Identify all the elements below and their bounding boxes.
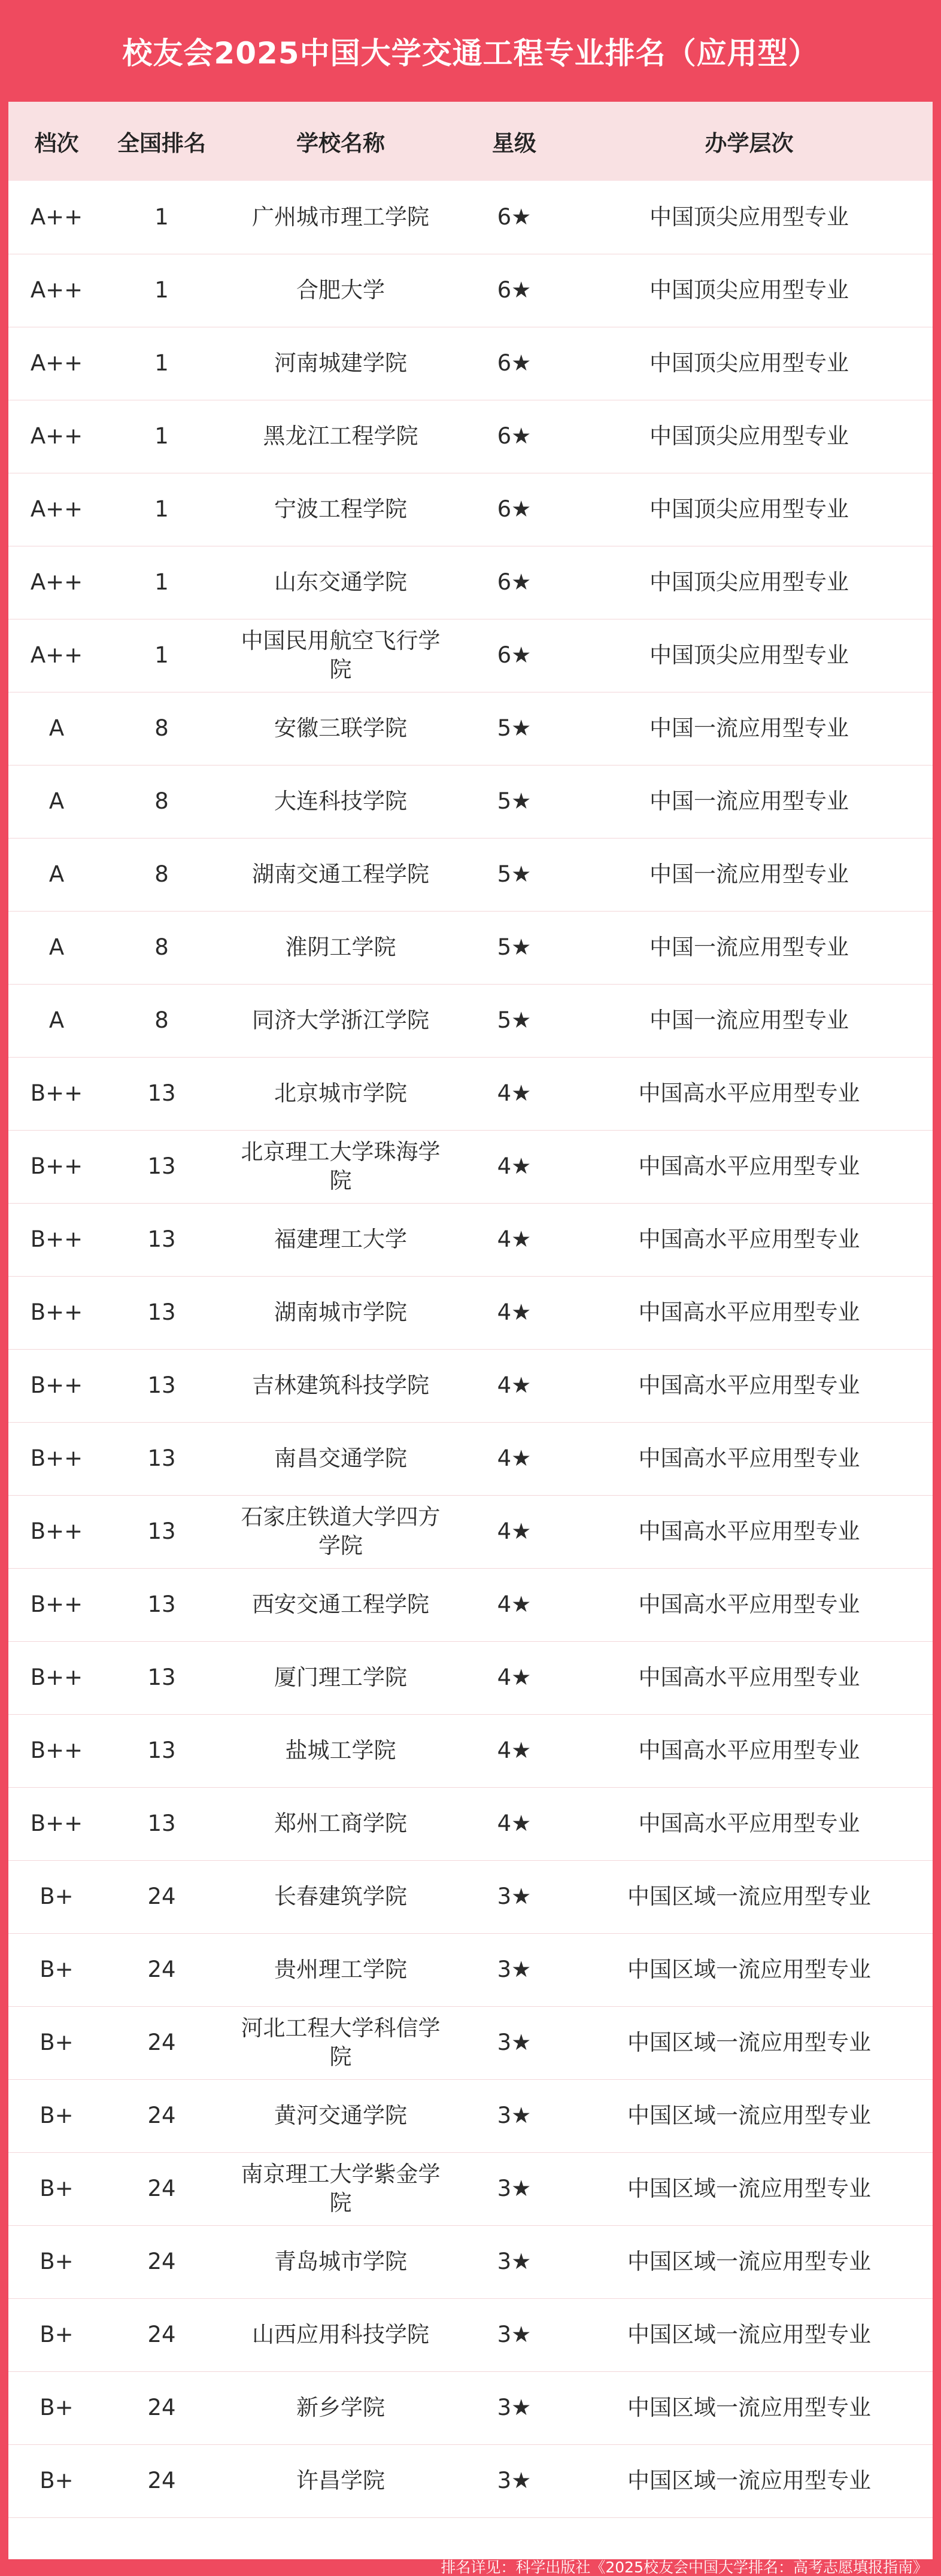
table-row	[8, 1568, 933, 1641]
tier-cell: A	[8, 765, 105, 838]
level-cell: 中国顶尖应用型专业	[566, 400, 933, 473]
rank-cell: 13	[105, 1422, 218, 1495]
tier-cell: B++	[8, 1495, 105, 1568]
table-row	[8, 400, 933, 473]
header-star-rating: 星级	[492, 130, 536, 156]
rank-cell: 1	[105, 327, 218, 400]
school-name-cell: 大连科技学院	[218, 765, 463, 838]
level-cell: 中国高水平应用型专业	[566, 1787, 933, 1860]
school-name-cell: 山西应用科技学院	[218, 2298, 463, 2371]
star-cell: 3★	[463, 2225, 566, 2298]
tier-cell: B+	[8, 2371, 105, 2444]
header-tier: 档次	[34, 130, 79, 156]
table-body	[8, 181, 933, 2517]
tier-cell: B++	[8, 1057, 105, 1130]
level-cell: 中国一流应用型专业	[566, 765, 933, 838]
tier-cell: B++	[8, 1203, 105, 1276]
rank-cell: 13	[105, 1203, 218, 1276]
table-row	[8, 2444, 933, 2517]
school-name-cell: 新乡学院	[218, 2371, 463, 2444]
level-cell: 中国高水平应用型专业	[566, 1057, 933, 1130]
tier-cell: B++	[8, 1276, 105, 1349]
level-cell: 中国高水平应用型专业	[566, 1349, 933, 1422]
level-cell: 中国一流应用型专业	[566, 838, 933, 911]
school-name-cell: 宁波工程学院	[218, 473, 463, 546]
school-name-cell: 广州城市理工学院	[218, 181, 463, 254]
tier-cell: B+	[8, 2152, 105, 2225]
tier-cell: B+	[8, 1860, 105, 1933]
table-row	[8, 254, 933, 327]
header-program-level: 办学层次	[705, 130, 794, 156]
star-cell: 6★	[463, 546, 566, 619]
tier-cell: A++	[8, 473, 105, 546]
table-row	[8, 1641, 933, 1714]
rank-cell: 24	[105, 2152, 218, 2225]
tier-cell: A++	[8, 327, 105, 400]
school-name-cell: 吉林建筑科技学院	[218, 1349, 463, 1422]
rank-cell: 13	[105, 1495, 218, 1568]
source-note: 排名详见：科学出版社《2025校友会中国大学排名：高考志愿填报指南》	[441, 2559, 928, 2576]
table-row	[8, 984, 933, 1057]
school-name-cell: 北京城市学院	[218, 1057, 463, 1130]
tier-cell: B+	[8, 2298, 105, 2371]
level-cell: 中国高水平应用型专业	[566, 1422, 933, 1495]
page-title: 校友会2025中国大学交通工程专业排名（应用型）	[122, 36, 819, 71]
ranking-table-panel	[8, 102, 933, 2559]
table-row	[8, 1276, 933, 1349]
rank-cell: 1	[105, 400, 218, 473]
school-name-cell: 盐城工学院	[218, 1714, 463, 1787]
school-name-cell: 北京理工大学珠海学院	[218, 1130, 463, 1203]
star-cell: 4★	[463, 1568, 566, 1641]
star-cell: 3★	[463, 2152, 566, 2225]
level-cell: 中国高水平应用型专业	[566, 1641, 933, 1714]
level-cell: 中国顶尖应用型专业	[566, 254, 933, 327]
star-cell: 4★	[463, 1714, 566, 1787]
tier-cell: B+	[8, 2444, 105, 2517]
tier-cell: B++	[8, 1130, 105, 1203]
table-header-row	[8, 102, 933, 181]
level-cell: 中国高水平应用型专业	[566, 1203, 933, 1276]
rank-cell: 13	[105, 1568, 218, 1641]
table-row	[8, 1130, 933, 1203]
level-cell: 中国区域一流应用型专业	[566, 2225, 933, 2298]
star-cell: 5★	[463, 692, 566, 765]
level-cell: 中国高水平应用型专业	[566, 1276, 933, 1349]
rank-cell: 1	[105, 181, 218, 254]
school-name-cell: 山东交通学院	[218, 546, 463, 619]
table-row	[8, 327, 933, 400]
star-cell: 4★	[463, 1641, 566, 1714]
table-row	[8, 2079, 933, 2152]
school-name-cell: 南昌交通学院	[218, 1422, 463, 1495]
rank-cell: 8	[105, 765, 218, 838]
table-row	[8, 1203, 933, 1276]
star-cell: 6★	[463, 400, 566, 473]
star-cell: 3★	[463, 1860, 566, 1933]
star-cell: 5★	[463, 838, 566, 911]
level-cell: 中国一流应用型专业	[566, 911, 933, 984]
school-name-cell: 青岛城市学院	[218, 2225, 463, 2298]
rank-cell: 24	[105, 1933, 218, 2006]
level-cell: 中国顶尖应用型专业	[566, 619, 933, 692]
star-cell: 5★	[463, 911, 566, 984]
star-cell: 4★	[463, 1203, 566, 1276]
star-cell: 5★	[463, 984, 566, 1057]
school-name-cell: 河北工程大学科信学院	[218, 2006, 463, 2079]
tier-cell: A	[8, 838, 105, 911]
table-row	[8, 619, 933, 692]
level-cell: 中国区域一流应用型专业	[566, 1933, 933, 2006]
school-name-cell: 安徽三联学院	[218, 692, 463, 765]
level-cell: 中国顶尖应用型专业	[566, 327, 933, 400]
school-name-cell: 郑州工商学院	[218, 1787, 463, 1860]
table-row	[8, 1714, 933, 1787]
school-name-cell: 西安交通工程学院	[218, 1568, 463, 1641]
school-name-cell: 长春建筑学院	[218, 1860, 463, 1933]
rank-cell: 8	[105, 984, 218, 1057]
rank-cell: 24	[105, 2079, 218, 2152]
rank-cell: 8	[105, 911, 218, 984]
level-cell: 中国区域一流应用型专业	[566, 2371, 933, 2444]
rank-cell: 1	[105, 254, 218, 327]
tier-cell: B+	[8, 2225, 105, 2298]
rank-cell: 13	[105, 1714, 218, 1787]
star-cell: 6★	[463, 327, 566, 400]
table-row	[8, 1787, 933, 1860]
level-cell: 中国高水平应用型专业	[566, 1714, 933, 1787]
rank-cell: 13	[105, 1130, 218, 1203]
rank-cell: 13	[105, 1641, 218, 1714]
rank-cell: 24	[105, 1860, 218, 1933]
school-name-cell: 石家庄铁道大学四方学院	[218, 1495, 463, 1568]
level-cell: 中国顶尖应用型专业	[566, 181, 933, 254]
tier-cell: A++	[8, 254, 105, 327]
table-row	[8, 838, 933, 911]
school-name-cell: 河南城建学院	[218, 327, 463, 400]
star-cell: 4★	[463, 1057, 566, 1130]
star-cell: 3★	[463, 2444, 566, 2517]
school-name-cell: 淮阴工学院	[218, 911, 463, 984]
star-cell: 3★	[463, 2006, 566, 2079]
table-row	[8, 181, 933, 254]
rank-cell: 24	[105, 2298, 218, 2371]
tier-cell: A++	[8, 181, 105, 254]
tier-cell: A	[8, 692, 105, 765]
school-name-cell: 湖南城市学院	[218, 1276, 463, 1349]
level-cell: 中国区域一流应用型专业	[566, 1860, 933, 1933]
table-row	[8, 546, 933, 619]
table-row	[8, 1349, 933, 1422]
table-row	[8, 2298, 933, 2371]
school-name-cell: 南京理工大学紫金学院	[218, 2152, 463, 2225]
level-cell: 中国一流应用型专业	[566, 692, 933, 765]
star-cell: 6★	[463, 473, 566, 546]
school-name-cell: 福建理工大学	[218, 1203, 463, 1276]
star-cell: 3★	[463, 2371, 566, 2444]
level-cell: 中国区域一流应用型专业	[566, 2079, 933, 2152]
rank-cell: 1	[105, 546, 218, 619]
tier-cell: B+	[8, 2006, 105, 2079]
header-national-rank: 全国排名	[117, 130, 206, 156]
table-row	[8, 1495, 933, 1568]
star-cell: 6★	[463, 254, 566, 327]
star-cell: 3★	[463, 2298, 566, 2371]
table-row	[8, 2225, 933, 2298]
level-cell: 中国顶尖应用型专业	[566, 546, 933, 619]
tier-cell: B++	[8, 1787, 105, 1860]
tier-cell: B++	[8, 1422, 105, 1495]
header-school-name: 学校名称	[296, 130, 385, 156]
table-row	[8, 1422, 933, 1495]
star-cell: 3★	[463, 2079, 566, 2152]
star-cell: 6★	[463, 619, 566, 692]
tier-cell: A++	[8, 400, 105, 473]
tier-cell: A++	[8, 546, 105, 619]
tier-cell: A	[8, 911, 105, 984]
school-name-cell: 湖南交通工程学院	[218, 838, 463, 911]
level-cell: 中国区域一流应用型专业	[566, 2152, 933, 2225]
table-row	[8, 692, 933, 765]
rank-cell: 24	[105, 2225, 218, 2298]
school-name-cell: 黑龙江工程学院	[218, 400, 463, 473]
tier-cell: A	[8, 984, 105, 1057]
level-cell: 中国区域一流应用型专业	[566, 2298, 933, 2371]
table-row	[8, 1057, 933, 1130]
tier-cell: B+	[8, 2079, 105, 2152]
star-cell: 4★	[463, 1495, 566, 1568]
rank-cell: 13	[105, 1787, 218, 1860]
school-name-cell: 合肥大学	[218, 254, 463, 327]
star-cell: 4★	[463, 1422, 566, 1495]
school-name-cell: 中国民用航空飞行学院	[218, 619, 463, 692]
table-row	[8, 2006, 933, 2079]
level-cell: 中国高水平应用型专业	[566, 1130, 933, 1203]
school-name-cell: 黄河交通学院	[218, 2079, 463, 2152]
table-row	[8, 1933, 933, 2006]
star-cell: 5★	[463, 765, 566, 838]
rank-cell: 24	[105, 2371, 218, 2444]
rank-cell: 24	[105, 2444, 218, 2517]
rank-cell: 1	[105, 473, 218, 546]
level-cell: 中国区域一流应用型专业	[566, 2444, 933, 2517]
rank-cell: 13	[105, 1349, 218, 1422]
star-cell: 4★	[463, 1130, 566, 1203]
level-cell: 中国高水平应用型专业	[566, 1495, 933, 1568]
tier-cell: A++	[8, 619, 105, 692]
tier-cell: B++	[8, 1349, 105, 1422]
table-row	[8, 2152, 933, 2225]
table-row	[8, 473, 933, 546]
school-name-cell: 厦门理工学院	[218, 1641, 463, 1714]
table-row	[8, 1860, 933, 1933]
level-cell: 中国一流应用型专业	[566, 984, 933, 1057]
tier-cell: B++	[8, 1641, 105, 1714]
table-row	[8, 2371, 933, 2444]
star-cell: 4★	[463, 1787, 566, 1860]
rank-cell: 8	[105, 692, 218, 765]
star-cell: 3★	[463, 1933, 566, 2006]
star-cell: 4★	[463, 1276, 566, 1349]
star-cell: 6★	[463, 181, 566, 254]
table-row	[8, 765, 933, 838]
table-row	[8, 911, 933, 984]
level-cell: 中国区域一流应用型专业	[566, 2006, 933, 2079]
level-cell: 中国顶尖应用型专业	[566, 473, 933, 546]
ranking-table	[8, 102, 933, 2518]
school-name-cell: 同济大学浙江学院	[218, 984, 463, 1057]
tier-cell: B+	[8, 1933, 105, 2006]
tier-cell: B++	[8, 1568, 105, 1641]
school-name-cell: 许昌学院	[218, 2444, 463, 2517]
rank-cell: 8	[105, 838, 218, 911]
rank-cell: 1	[105, 619, 218, 692]
star-cell: 4★	[463, 1349, 566, 1422]
level-cell: 中国高水平应用型专业	[566, 1568, 933, 1641]
rank-cell: 13	[105, 1057, 218, 1130]
tier-cell: B++	[8, 1714, 105, 1787]
school-name-cell: 贵州理工学院	[218, 1933, 463, 2006]
rank-cell: 24	[105, 2006, 218, 2079]
rank-cell: 13	[105, 1276, 218, 1349]
